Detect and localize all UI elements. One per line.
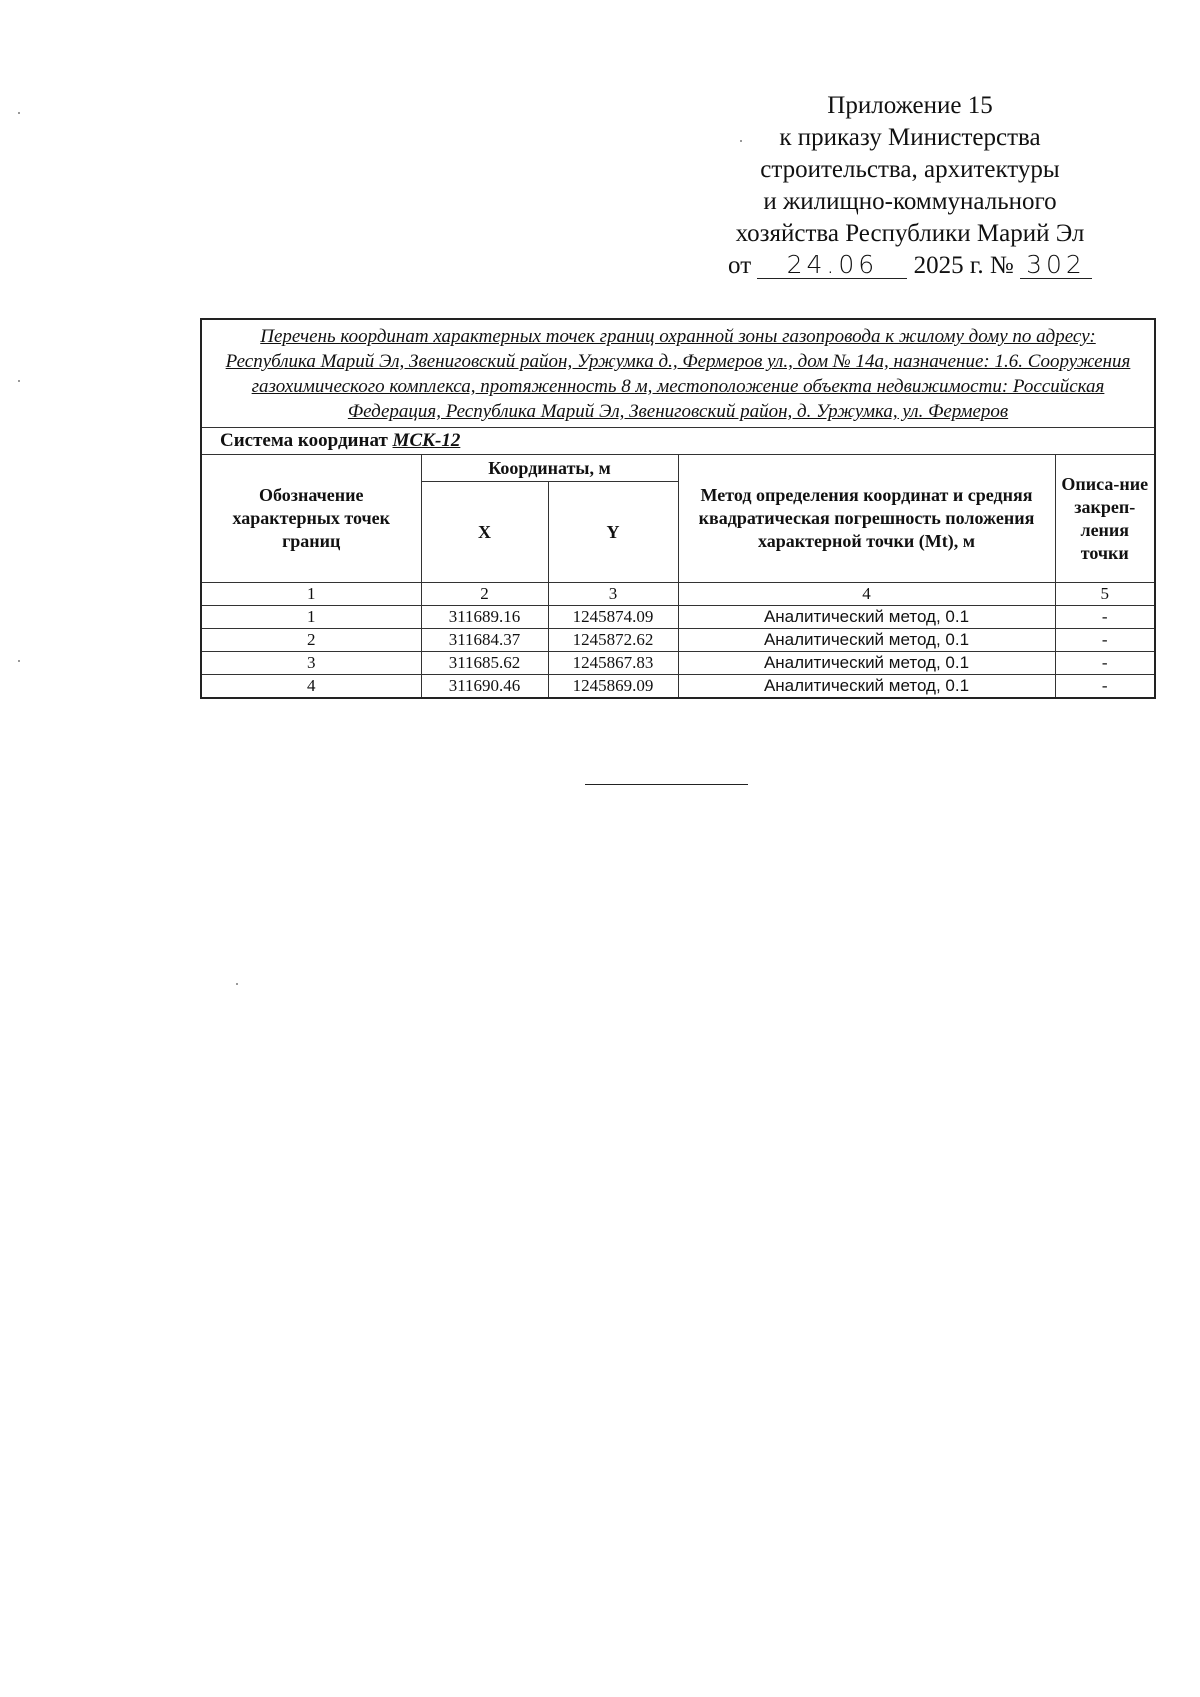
table-row — [201, 652, 1155, 675]
coordinate-system-row — [201, 428, 1155, 455]
order-date-line — [690, 250, 1130, 282]
col-header-coordinates: Координаты, м — [421, 455, 678, 482]
col-header-point: Обозначение характерных точек границ — [201, 455, 421, 583]
method-value: Аналитический метод, 0.1 — [678, 606, 1055, 629]
document-header — [690, 90, 1130, 282]
table-row — [201, 629, 1155, 652]
handwritten-date: 24.06 — [757, 252, 907, 279]
date-year: 2025 г. № — [913, 252, 1014, 279]
column-number: 2 — [421, 583, 548, 606]
col-header-x: X — [421, 482, 548, 583]
table-caption: Перечень координат характерных точек границ охранной зоны газопровода к жилому дому по адресу: Республика Марий Эл, Звениговский район, Уржумка д., Фермеров ул., дом № 14а, назначение: 1.6. Сооружения газохимического комплекса, протяженность 8 м, местоположение объекта недвижимости: Российская Федерация, Республика Марий Эл, Звениговский район, д. Уржумка, ул. Фермеров — [201, 319, 1155, 428]
col-header-method: Метод определения координат и средняя квадратическая погрешность положения характерной точки (Mt), м — [678, 455, 1055, 583]
column-number: 4 — [678, 583, 1055, 606]
coordinate-system-label: Система координат — [220, 430, 388, 451]
column-numbers-row — [201, 583, 1155, 606]
point-id: 2 — [201, 629, 421, 652]
description-value: - — [1055, 675, 1155, 699]
y-value: 1245867.83 — [548, 652, 678, 675]
header-line-4: и жилищно-коммунального — [763, 188, 1057, 215]
x-value: 311690.46 — [421, 675, 548, 699]
method-value: Аналитический метод, 0.1 — [678, 652, 1055, 675]
column-number: 5 — [1055, 583, 1155, 606]
x-value: 311689.16 — [421, 606, 548, 629]
method-value: Аналитический метод, 0.1 — [678, 629, 1055, 652]
description-value: - — [1055, 652, 1155, 675]
end-of-document-rule — [585, 784, 748, 785]
handwritten-order-number: 302 — [1020, 252, 1092, 279]
header-line-2: к приказу Министерства — [779, 124, 1041, 151]
coordinates-table — [200, 318, 1156, 699]
description-value: - — [1055, 629, 1155, 652]
header-line-5: хозяйства Республики Марий Эл — [735, 220, 1085, 247]
x-value: 311685.62 — [421, 652, 548, 675]
y-value: 1245869.09 — [548, 675, 678, 699]
table-row — [201, 675, 1155, 699]
x-value: 311684.37 — [421, 629, 548, 652]
table-row — [201, 606, 1155, 629]
col-header-description: Описа-ние закреп-ления точки — [1055, 455, 1155, 583]
point-id: 3 — [201, 652, 421, 675]
y-value: 1245872.62 — [548, 629, 678, 652]
header-line-3: строительства, архитектуры — [760, 156, 1060, 183]
header-line-1: Приложение 15 — [827, 92, 993, 119]
col-header-y: Y — [548, 482, 678, 583]
point-id: 1 — [201, 606, 421, 629]
method-value: Аналитический метод, 0.1 — [678, 675, 1055, 699]
date-prefix: от — [728, 252, 752, 279]
y-value: 1245874.09 — [548, 606, 678, 629]
coordinate-system-name: МСК-12 — [392, 430, 461, 451]
column-number: 3 — [548, 583, 678, 606]
point-id: 4 — [201, 675, 421, 699]
description-value: - — [1055, 606, 1155, 629]
column-number: 1 — [201, 583, 421, 606]
